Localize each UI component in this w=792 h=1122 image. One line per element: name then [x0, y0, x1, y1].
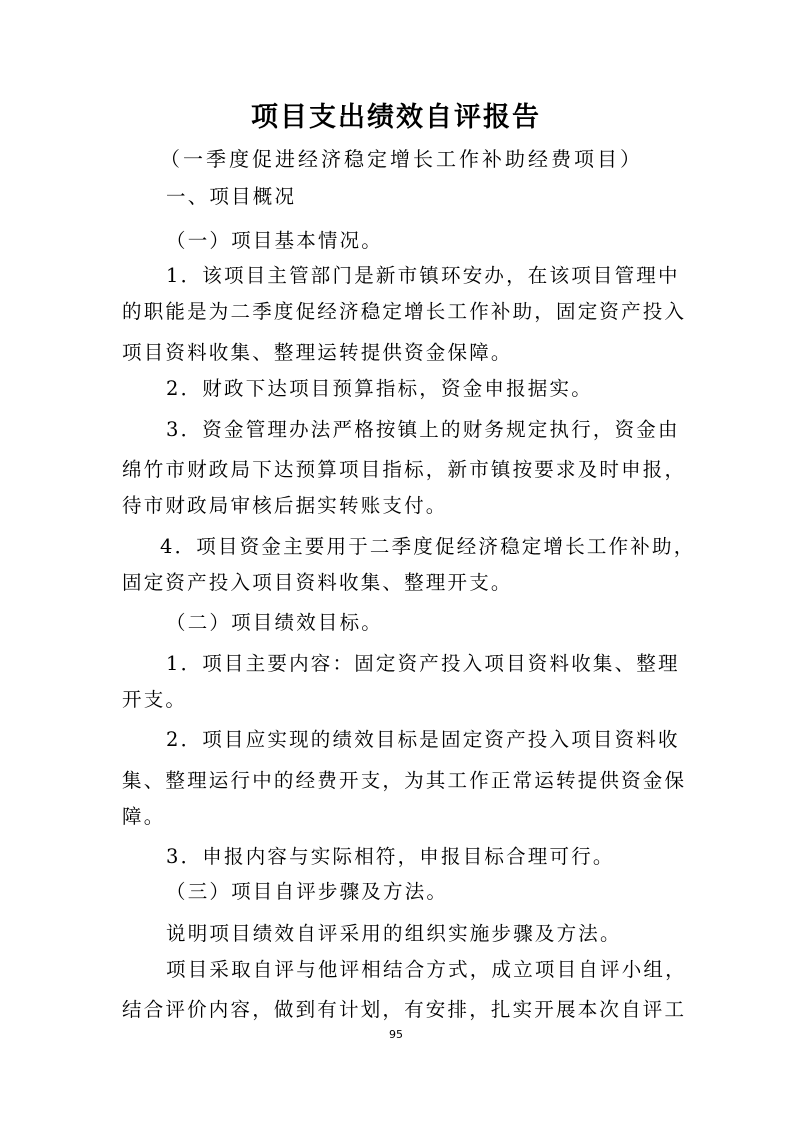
paragraph-line: 项目采取自评与他评相结合方式，成立项目自评小组， — [166, 958, 687, 981]
paragraph-line: 1．项目主要内容：固定资产投入项目资料收集、整理 — [166, 652, 680, 675]
paragraph-line: 固定资产投入项目资料收集、整理开支。 — [122, 571, 513, 594]
paragraph-line: 2．项目应实现的绩效目标是固定资产投入项目资料收 — [166, 728, 680, 751]
report-title: 项目支出绩效自评报告 — [251, 102, 541, 133]
paragraph-line: 4．项目资金主要用于二季度促经济稳定增长工作补助， — [160, 535, 696, 558]
paragraph-line: 集、整理运行中的经费开支，为其工作正常运转提供资金保 — [122, 769, 687, 792]
paragraph-line: 说明项目绩效自评采用的组织实施步骤及方法。 — [166, 922, 622, 945]
subheading-basic-info: （一）项目基本情况。 — [166, 229, 384, 252]
paragraph-line: 开支。 — [122, 688, 188, 711]
paragraph-line: 项目资料收集、整理运转提供资金保障。 — [122, 341, 513, 364]
page-number: 95 — [389, 1028, 403, 1041]
paragraph-line: 3．申报内容与实际相符，申报目标合理可行。 — [166, 845, 615, 868]
report-subtitle: （一季度促进经济稳定增长工作补助经费项目） — [160, 147, 643, 171]
heading-project-overview: 一、项目概况 — [166, 185, 297, 208]
paragraph-line: 的职能是为二季度促经济稳定增长工作补助，固定资产投入 — [122, 300, 687, 323]
paragraph-line: 结合评价内容，做到有计划，有安排，扎实开展本次自评工 — [122, 998, 687, 1021]
subheading-performance-goals: （二）项目绩效目标。 — [166, 611, 384, 634]
paragraph-line: 1．该项目主管部门是新市镇环安办，在该项目管理中 — [166, 264, 680, 287]
paragraph-line: 待市财政局审核后据实转账支付。 — [122, 494, 448, 517]
paragraph-line: 3．资金管理办法严格按镇上的财务规定执行，资金由 — [166, 418, 680, 441]
subheading-self-eval-steps: （三）项目自评步骤及方法。 — [166, 880, 449, 903]
paragraph-line: 绵竹市财政局下达预算项目指标，新市镇按要求及时申报， — [122, 458, 687, 481]
paragraph-line: 障。 — [122, 805, 166, 828]
paragraph-line: 2．财政下达项目预算指标，资金申报据实。 — [166, 377, 593, 400]
